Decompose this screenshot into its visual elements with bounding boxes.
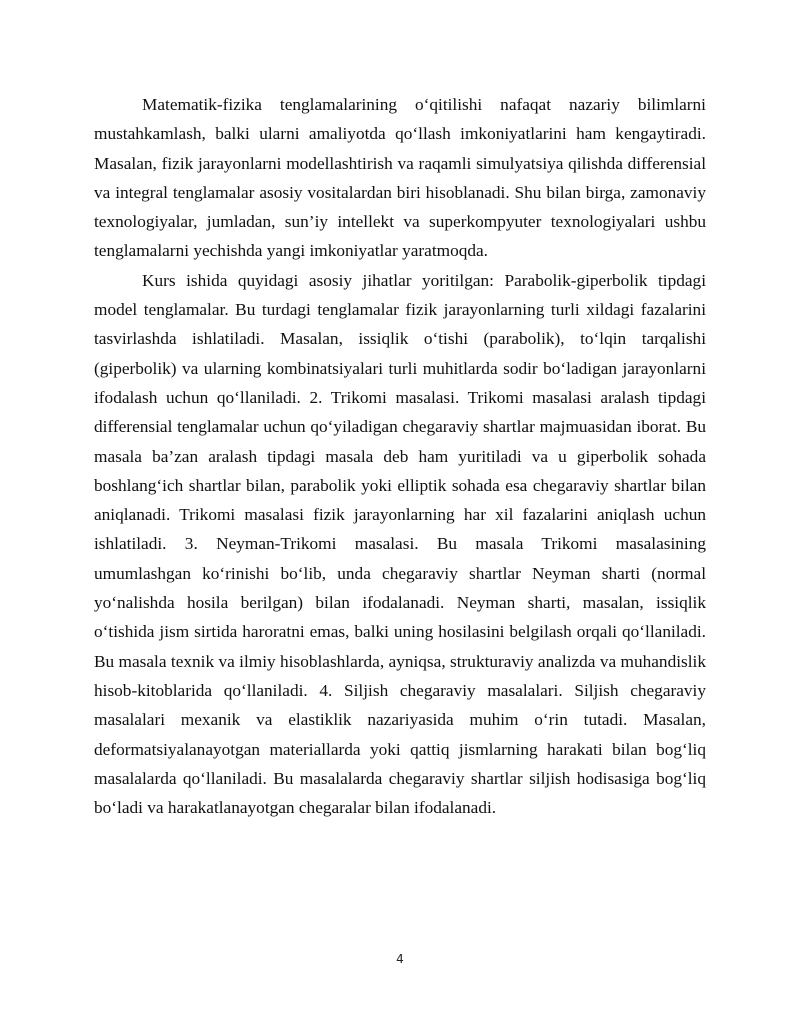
page-number: 4: [396, 952, 404, 966]
paragraph-course-topics: Kurs ishida quyidagi asosiy jihatlar yoritilgan: Parabolik-giperbolik tipdagi model tenglamalar. Bu turdagi tenglamalar fizik jarayonlarning turli xildagi fazalarini tasvirlashda ishlatiladi. Masalan, issiqlik o‘tishi (parabolik), to‘lqin tarqalishi (giperbolik) va ularning kombinatsiyalari turli muhitlarda sodir bo‘ladigan jarayonlarni ifodalash uchun qo‘llaniladi. 2. Trikomi masalasi. Trikomi masalasi aralash tipdagi differensial tenglamalar uchun qo‘yiladigan chegaraviy shartlar majmuasidan iborat. Bu masala ba’zan aralash tipdagi masala deb ham yuritiladi va u giperbolik sohada boshlang‘ich shartlar bilan, parabolik yoki elliptik sohada esa chegaraviy shartlar bilan aniqlanadi. Trikomi masalasi fizik jarayonlarning har xil fazalarini aniqlash uchun ishlatiladi. 3. Neyman-Trikomi masalasi. Bu masala Trikomi masalasining umumlashgan ko‘rinishi bo‘lib, unda chegaraviy shartlar Neyman sharti (normal yo‘nalishda hosila berilgan) bilan ifodalanadi. Neyman sharti, masalan, issiqlik o‘tishida jism sirtida haroratni emas, balki uning hosilasini belgilash orqali qo‘llaniladi. Bu masala texnik va ilmiy hisoblashlarda, ayniqsa, strukturaviy analizda va muhandislik hisob-kitoblarida qo‘llaniladi. 4. Siljish chegaraviy masalalari. Siljish chegaraviy masalalari mexanik va elastiklik nazariyasida muhim o‘rin tutadi. Masalan, deformatsiyalanayotgan materiallarda yoki qattiq jismlarning harakati bilan bog‘liq masalalarda qo‘llaniladi. Bu masalalarda chegaraviy shartlar siljish hodisasiga bog‘liq bo‘ladi va harakatlanayotgan chegaralar bilan ifodalanadi.: [94, 270, 706, 818]
paragraph-intro: Matematik-fizika tenglamalarining o‘qitilishi nafaqat nazariy bilimlarni mustahkamlash, balki ularni amaliyotda qo‘llash imkoniyatlarini ham kengaytiradi. Masalan, fizik jarayonlarni modellashtirish va raqamli simulyatsiya qilishda differensial va integral tenglamalar asosiy vositalardan biri hisoblanadi. Shu bilan birga, zamonaviy texnologiyalar, jumladan, sun’iy intellekt va superkompyuter texnologiyalari ushbu tenglamalarni yechishda yangi imkoniyatlar yaratmoqda.: [94, 95, 706, 261]
body-text: [94, 90, 706, 822]
